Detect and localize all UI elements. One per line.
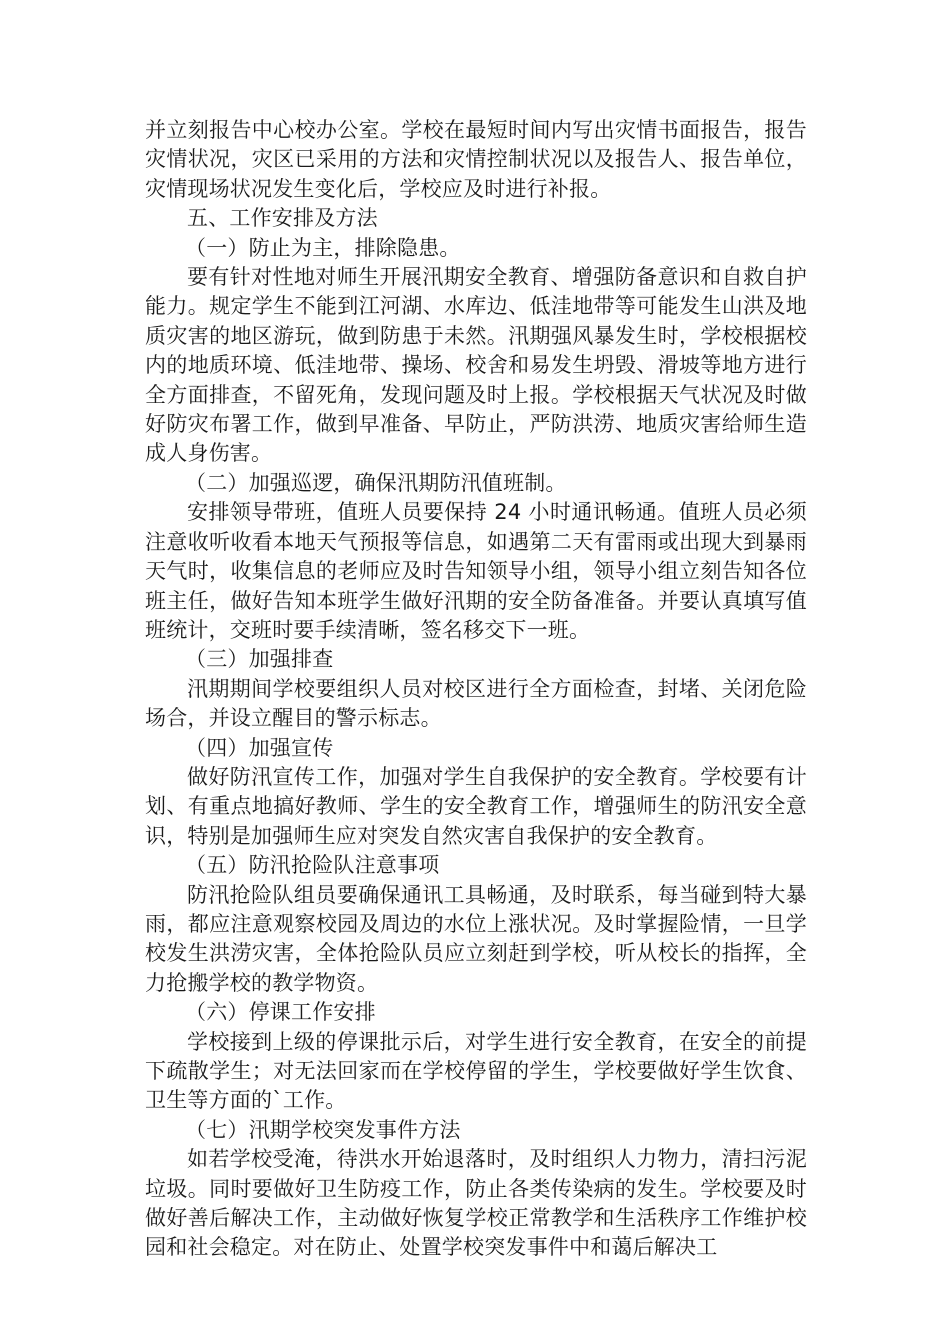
document-body: [145, 116, 807, 1263]
paragraph-publicity: 做好防汛宣传工作，加强对学生自我保护的安全教育。学校要有计划、有重点地搞好教师、学生的安全教育工作，增强师生的防汛安全意识，特别是加强师生应对突发自然灾害自我保护的安全教育。: [145, 764, 807, 848]
subheading-patrol: （二）加强巡逻，确保汛期防汛值班制。: [185, 470, 567, 495]
paragraph-class-suspension: 学校接到上级的停课批示后，对学生进行安全教育，在安全的前提下疏散学生；对无法回家而在学校停留的学生，学校要做好学生饮食、卫生等方面的`工作。: [145, 1029, 807, 1113]
paragraph-emergency: 如若学校受淹，待洪水开始退落时，及时组织人力物力，清扫污泥垃圾。同时要做好卫生防疫工作，防止各类传染病的发生。学校要及时做好善后解决工作，主动做好恢复学校正常教学和生活秩序工作维护校园和社会稳定。对在防止、处置学校突发事件中和蔼后解决工: [145, 1147, 807, 1260]
paragraph-rescue-team: 防汛抢险队组员要确保通讯工具畅通，及时联系，每当碰到特大暴雨，都应注意观察校园及周边的水位上涨状况。及时掌握险情，一旦学校发生洪涝灾害，全体抢险队员应立刻赶到学校，听从校长的指挥，全力抢搬学校的教学物资。: [145, 882, 807, 995]
subheading-emergency: （七）汛期学校突发事件方法: [185, 1117, 461, 1142]
paragraph-patrol: 安排领导带班，值班人员要保持 24 小时通讯畅通。值班人员必须注意收听收看本地天气预报等信息，如遇第二天有雷雨或出现大到暴雨天气时，收集信息的老师应及时告知领导小组，领导小组立刻告知各位班主任，做好告知本班学生做好汛期的安全防备准备。并要认真填写值班统计，交班时要手续清晰，签名移交下一班。: [145, 500, 807, 642]
subheading-publicity: （四）加强宣传: [185, 735, 334, 760]
section-heading-work-arrangement: 五、工作安排及方法: [187, 206, 378, 231]
paragraph-inspection: 汛期期间学校要组织人员对校区进行全方面检查，封堵、关闭危险场合，并设立醒目的警示标志。: [145, 676, 807, 731]
paragraph-prevention: 要有针对性地对师生开展汛期安全教育、增强防备意识和自救自护能力。规定学生不能到江河湖、水库边、低洼地带等可能发生山洪及地质灾害的地区游玩，做到防患于未然。汛期强风暴发生时，学校根据校内的地质环境、低洼地带、操场、校舍和易发生坍毁、滑坡等地方进行全方面排查，不留死角，发现问题及时上报。学校根据天气状况及时做好防灾布署工作，做到早准备、早防止，严防洪涝、地质灾害给师生造成人身伤害。: [145, 265, 807, 466]
paragraph-continuation: 并立刻报告中心校办公室。学校在最短时间内写出灾情书面报告，报告灾情状况，灾区已采用的方法和灾情控制状况以及报告人、报告单位，灾情现场状况发生变化后，学校应及时进行补报。: [145, 118, 807, 201]
subheading-prevention: （一）防止为主，排除隐患。: [185, 235, 461, 260]
subheading-rescue-team: （五）防汛抢险队注意事项: [185, 853, 440, 878]
subheading-inspection: （三）加强排查: [185, 647, 334, 672]
subheading-class-suspension: （六）停课工作安排: [185, 1000, 376, 1025]
